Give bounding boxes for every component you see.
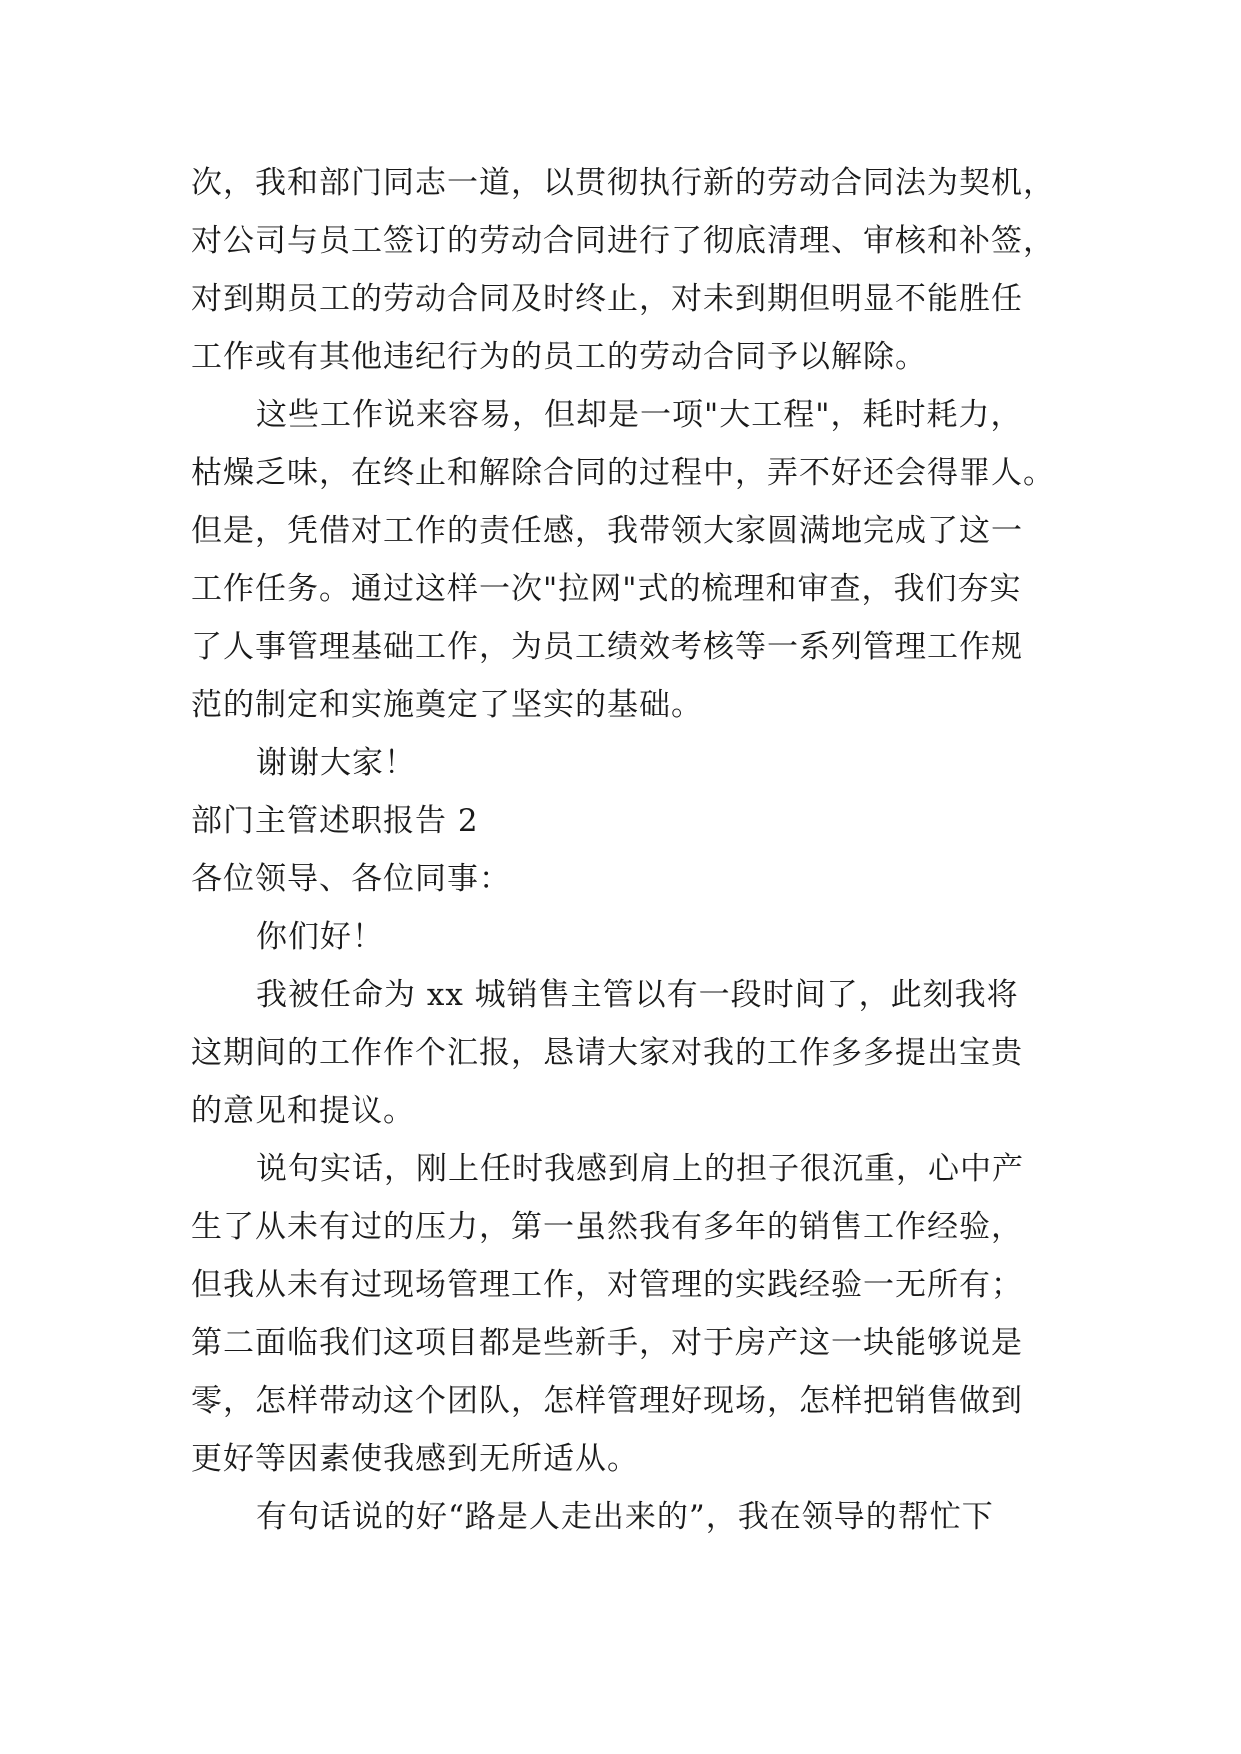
text-line: 范的制定和实施奠定了坚实的基础。 bbox=[191, 687, 703, 723]
closing-thanks: 谢谢大家！ bbox=[256, 745, 416, 781]
paragraph-start-line: 说句实话，刚上任时我感到肩上的担子很沉重，心中产 bbox=[256, 1151, 1024, 1187]
text-line: 更好等因素使我感到无所适从。 bbox=[191, 1441, 639, 1477]
text-line: 了人事管理基础工作，为员工绩效考核等一系列管理工作规 bbox=[191, 629, 1023, 665]
text-line: 次，我和部门同志一道，以贯彻执行新的劳动合同法为契机， bbox=[191, 165, 1055, 201]
text-line: 第二面临我们这项目都是些新手，对于房产这一块能够说是 bbox=[191, 1325, 1023, 1361]
text-line: 但我从未有过现场管理工作，对管理的实践经验一无所有； bbox=[191, 1267, 1023, 1303]
text-line: 零，怎样带动这个团队，怎样管理好现场，怎样把销售做到 bbox=[191, 1383, 1023, 1419]
text-line: 这期间的工作作个汇报，恳请大家对我的工作多多提出宝贵 bbox=[191, 1035, 1023, 1071]
salutation: 各位领导、各位同事： bbox=[191, 861, 511, 897]
text-line: 但是，凭借对工作的责任感，我带领大家圆满地完成了这一 bbox=[191, 513, 1023, 549]
text-line: 对到期员工的劳动合同及时终止，对未到期但明显不能胜任 bbox=[191, 281, 1023, 317]
paragraph-start-line: 我被任命为 xx 城销售主管以有一段时间了，此刻我将 bbox=[256, 977, 1019, 1013]
section-heading: 部门主管述职报告 2 bbox=[191, 803, 479, 839]
text-line: 工作或有其他违纪行为的员工的劳动合同予以解除。 bbox=[191, 339, 927, 375]
text-line: 的意见和提议。 bbox=[191, 1093, 415, 1129]
text-line: 枯燥乏味，在终止和解除合同的过程中，弄不好还会得罪人。 bbox=[191, 455, 1055, 491]
text-line: 对公司与员工签订的劳动合同进行了彻底清理、审核和补签， bbox=[191, 223, 1055, 259]
text-line: 工作任务。通过这样一次"拉网"式的梳理和审查，我们夯实 bbox=[191, 571, 1022, 607]
text-line: 生了从未有过的压力，第一虽然我有多年的销售工作经验， bbox=[191, 1209, 1023, 1245]
paragraph-start-line: 这些工作说来容易，但却是一项"大工程"，耗时耗力， bbox=[256, 397, 1023, 433]
paragraph-start-line: 有句话说的好“路是人走出来的”，我在领导的帮忙下 bbox=[256, 1499, 994, 1535]
greeting: 你们好！ bbox=[256, 919, 384, 955]
